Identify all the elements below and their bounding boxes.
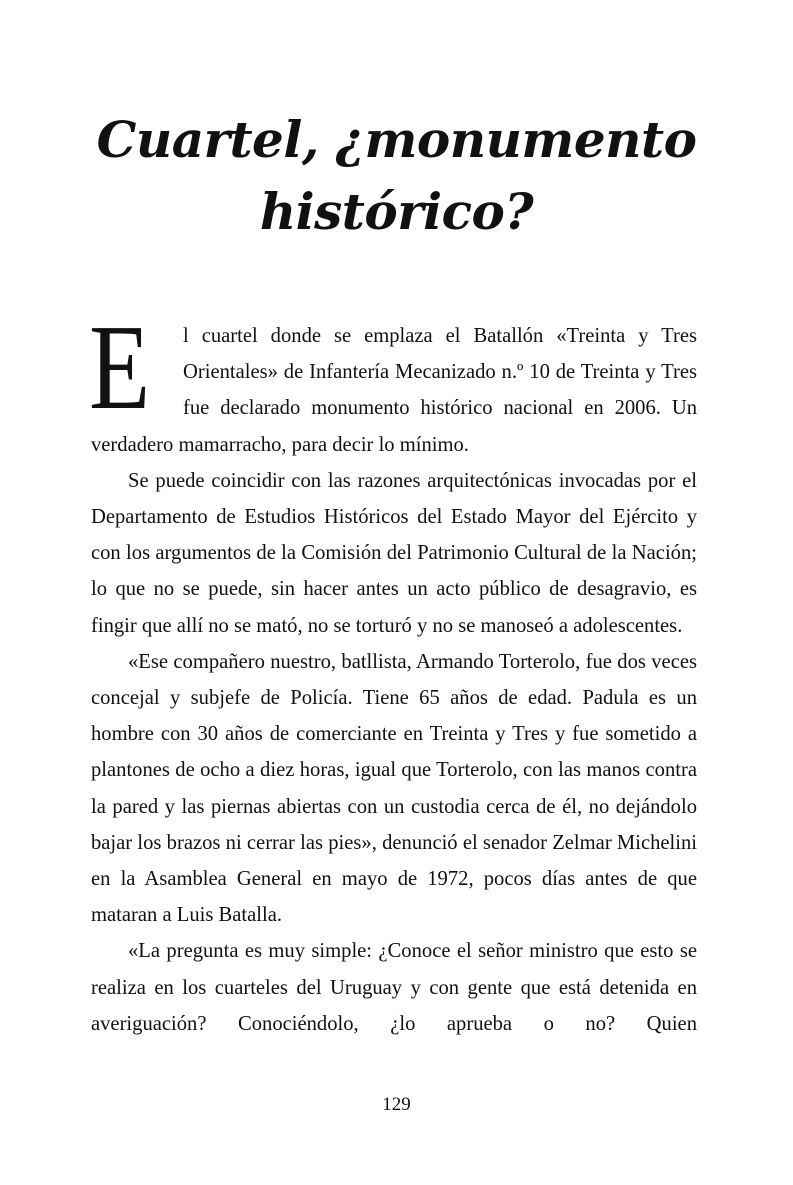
chapter-title: [80, 104, 713, 248]
paragraph-3: «Ese compañero nuestro, batllista, Armando Torterolo, fue dos veces concejal y subjefe de Policía. Tiene 65 años de edad. Padula es un hombre con 30 años de comerciante en Treinta y Tres y fue sometido a plantones de ocho a diez horas, igual que Torterolo, con las manos contra la pared y las piernas abiertas con un custodia cerca de él, no dejándolo bajar los brazos ni cerrar las pies», denunció el senador Zelmar Michelini en la Asamblea General en mayo de 1972, pocos días antes de que mataran a Luis Batalla.: [91, 650, 697, 927]
paragraph-4: «La pregunta es muy simple: ¿Conoce el señor ministro que esto se realiza en los cuarteles del Uruguay y con gente que está detenida en averiguación? Conociéndolo, ¿lo aprueba o no? Quien: [91, 940, 697, 1035]
chapter-title-line-1: Cuartel, ¿monumento: [96, 110, 697, 169]
paragraph-1: [89, 300, 697, 463]
chapter-title-line-2: histórico?: [259, 182, 534, 241]
body-text: [89, 300, 697, 1042]
paragraph-2: Se puede coincidir con las razones arquitectónicas invocadas por el Departamento de Estudios Históricos del Estado Mayor del Ejército y con los argumentos de la Comisión del Patrimonio Cultural de la Nación; lo que no se puede, sin hacer antes un acto público de desagravio, es fingir que allí no se mató, no se torturó y no se manoseó a adolescentes.: [91, 469, 697, 637]
paragraph-1-text: l cuartel donde se emplaza el Batallón «Treinta y Tres Orientales» de Infantería Mecanizado n.º 10 de Treinta y Tres fue declarado monumento histórico nacional en 2006. Un verdadero mamarracho, para decir lo mínimo.: [91, 325, 697, 456]
drop-cap: E: [89, 300, 151, 435]
page-number: 129: [382, 1094, 411, 1115]
